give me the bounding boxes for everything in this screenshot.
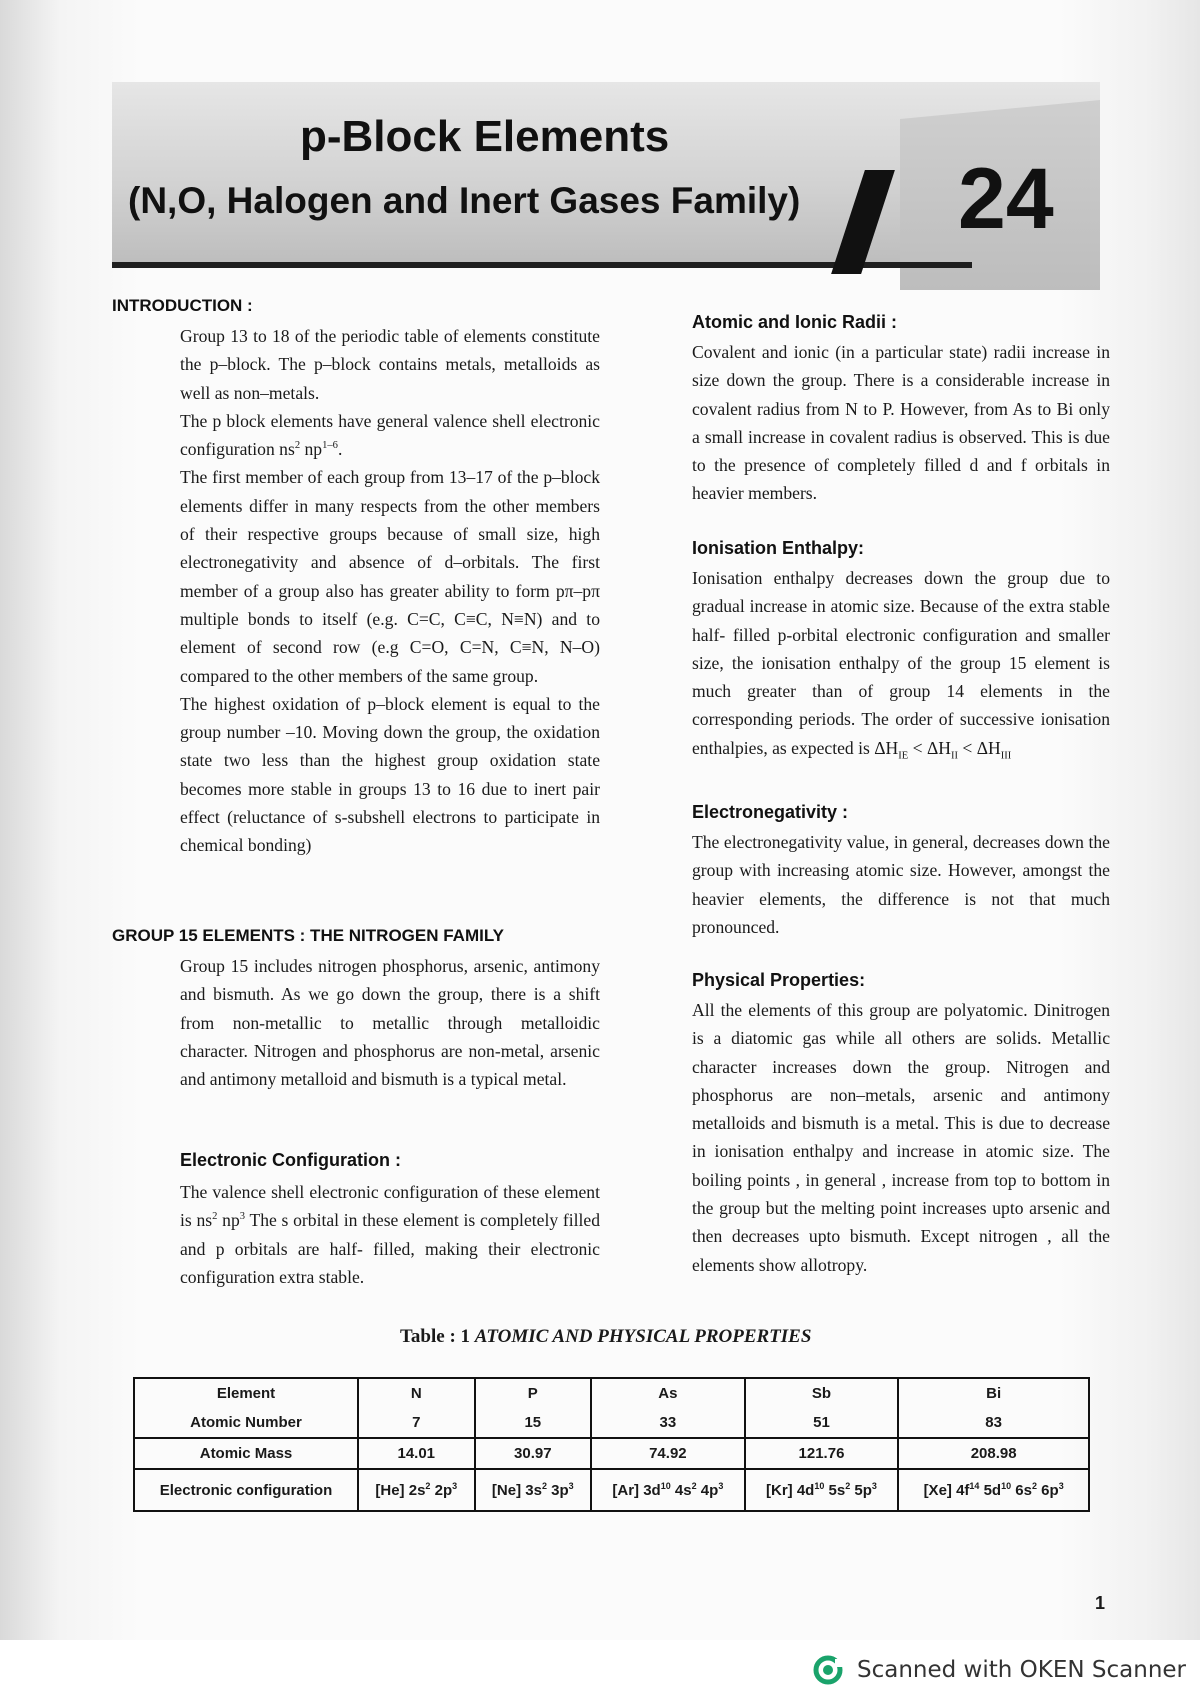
intro-paragraph-2: The p block elements have general valence shell electronic configuration $ns^2$ $np^{1-6}$. xyxy=(180,410,600,460)
cell-atomic-number-as: 33 xyxy=(591,1408,745,1438)
scanner-watermark xyxy=(813,1650,1186,1690)
cell-atomic-mass-n: 14.01 xyxy=(358,1438,475,1469)
scanner-watermark-text: Scanned with OKEN Scanner xyxy=(857,1657,1186,1683)
cell-atomic-mass-as: 74.92 xyxy=(591,1438,745,1469)
row-label-electronic-config: Electronic configuration xyxy=(134,1469,358,1511)
cell-atomic-mass-sb: 121.76 xyxy=(745,1438,899,1469)
cell-atomic-number-p: 15 xyxy=(475,1408,592,1438)
electronic-config-heading: Electronic Configuration : xyxy=(180,1150,402,1170)
electronegativity-paragraph: The electronegativity value, in general, decreases down the group with increasing atomic size. However, amongst the heavier elements, the difference is not that much pronounced. xyxy=(692,832,1110,937)
cell-atomic-number-bi: 83 xyxy=(898,1408,1089,1438)
chapter-subtitle: (N,O, Halogen and Inert Gases Family) xyxy=(128,180,801,221)
group15-paragraph: Group 15 includes nitrogen phosphorus, arsenic, antimony and bismuth. As we go down the group, there is a shift from non-metallic to metallic through metalloidic character. Nitrogen and phosphorus are non-metal, arsenic and antimony metalloid and bismuth is a typical metal. xyxy=(180,956,600,1090)
cell-element-bi: Bi xyxy=(898,1378,1089,1408)
table-row-atomic-mass xyxy=(134,1438,1089,1469)
cell-element-sb: Sb xyxy=(745,1378,899,1408)
intro-paragraph-4: The highest oxidation of p–block element is equal to the group number –10. Moving down the group, the oxidation state two less than the highest group oxidation state becomes more stable in groups 13 to 16 due to inert pair effect (reluctance of s-subshell electrons to participate in chemical bonding) xyxy=(180,693,600,856)
cell-element-p: P xyxy=(475,1378,592,1408)
electronic-config-paragraph: The valence shell electronic configuration of these element is $ns^2$ $np^3$ The s orbital in these element is completely filled and p orbitals are half- filled, making their electronic configuration extra stable. xyxy=(180,1182,601,1287)
cell-element-n: N xyxy=(358,1378,475,1408)
cell-atomic-number-n: 7 xyxy=(358,1408,475,1438)
cell-element-as: As xyxy=(591,1378,745,1408)
intro-paragraph-1: Group 13 to 18 of the periodic table of elements constitute the p–block. The p–block contains metals, metalloids as well as non–metals. xyxy=(180,326,600,403)
cell-config-sb: [Kr] $4d^{10}$ $5s^2$ $5p^3$ xyxy=(745,1469,899,1511)
atomic-radii-heading: Atomic and Ionic Radii : xyxy=(692,312,898,332)
group15-heading: GROUP 15 ELEMENTS : THE NITROGEN FAMILY xyxy=(112,926,504,945)
row-label-element: Element xyxy=(134,1378,358,1408)
atomic-radii-paragraph: Covalent and ionic (in a particular state) radii increase in size down the group. There is a considerable increase in covalent radius from N to P. However, from As to Bi only a small increase in covalent radius is observed. This is due to the presence of completely filled d and f orbitals in heavier members. xyxy=(692,342,1110,504)
scanner-logo-icon xyxy=(813,1655,843,1685)
physical-properties-paragraph: All the elements of this group are polyatomic. Dinitrogen is a diatomic gas while all others are solids. Metallic character increases down the group. Nitrogen and phosphorus are non–metals, arsenic and antimony metalloids and bismuth is a metal. This is due to decrease in ionisation enthalpy and increase in atomic size. The boiling points , in general , increase from top to bottom in the group but the melting point increases upto arsenic and then decreases upto bismuth. Except nitrogen , all the elements show allotropy. xyxy=(692,1000,1110,1275)
chapter-number: 24 xyxy=(958,151,1054,247)
table-row-electronic-config xyxy=(134,1469,1089,1511)
cell-config-n: [He] $2s^2$ $2p^3$ xyxy=(358,1469,475,1511)
table-caption: Table : 1 ATOMIC AND PHYSICAL PROPERTIES xyxy=(400,1326,812,1347)
chapter-title: p-Block Elements xyxy=(300,112,670,161)
ionisation-heading: Ionisation Enthalpy: xyxy=(692,538,865,558)
cell-atomic-number-sb: 51 xyxy=(745,1408,899,1438)
table-row-element xyxy=(134,1378,1089,1408)
cell-config-bi: [Xe] $4f^{14}$ $5d^{10}$ $6s^2$ $6p^3$ xyxy=(898,1469,1089,1511)
cell-atomic-mass-p: 30.97 xyxy=(475,1438,592,1469)
physical-properties-heading: Physical Properties: xyxy=(692,970,866,990)
page-number: 1 xyxy=(1095,1593,1106,1613)
properties-table xyxy=(133,1377,1090,1512)
intro-body xyxy=(180,322,600,860)
cell-atomic-mass-bi: 208.98 xyxy=(898,1438,1089,1469)
intro-paragraph-3: The first member of each group from 13–17 of the p–block elements differ in many respects from the other members of their respective groups because of small size, high electronegativity and absence of d–orbitals. The first member of a group also has greater ability to form pπ–pπ multiple bonds to itself (e.g. C=C, C≡C, N≡N) and to element of second row (e.g C=O, C=N, C≡N, N–O) compared to the other members of the same group. xyxy=(180,467,600,686)
row-label-atomic-mass: Atomic Mass xyxy=(134,1438,358,1469)
intro-heading: INTRODUCTION : xyxy=(112,296,253,315)
cell-config-p: [Ne] $3s^2$ $3p^3$ xyxy=(475,1469,592,1511)
electronegativity-heading: Electronegativity : xyxy=(692,802,849,822)
ionisation-paragraph: Ionisation enthalpy decreases down the group due to gradual increase in atomic size. Because of the extra stable half- filled p-orbital electronic configuration and smaller size, the ionisation enthalpy of the group 15 element is much greater than of group 14 elements in the corresponding periods. The order of successive ionisation enthalpies, as expected is $\Delta H_{IE} < \Delta H_{II} < \Delta H_{III}$ xyxy=(692,568,1110,762)
table-row-atomic-number xyxy=(134,1408,1089,1438)
row-label-atomic-number: Atomic Number xyxy=(134,1408,358,1438)
cell-config-as: [Ar] $3d^{10}$ $4s^2$ $4p^3$ xyxy=(591,1469,745,1511)
